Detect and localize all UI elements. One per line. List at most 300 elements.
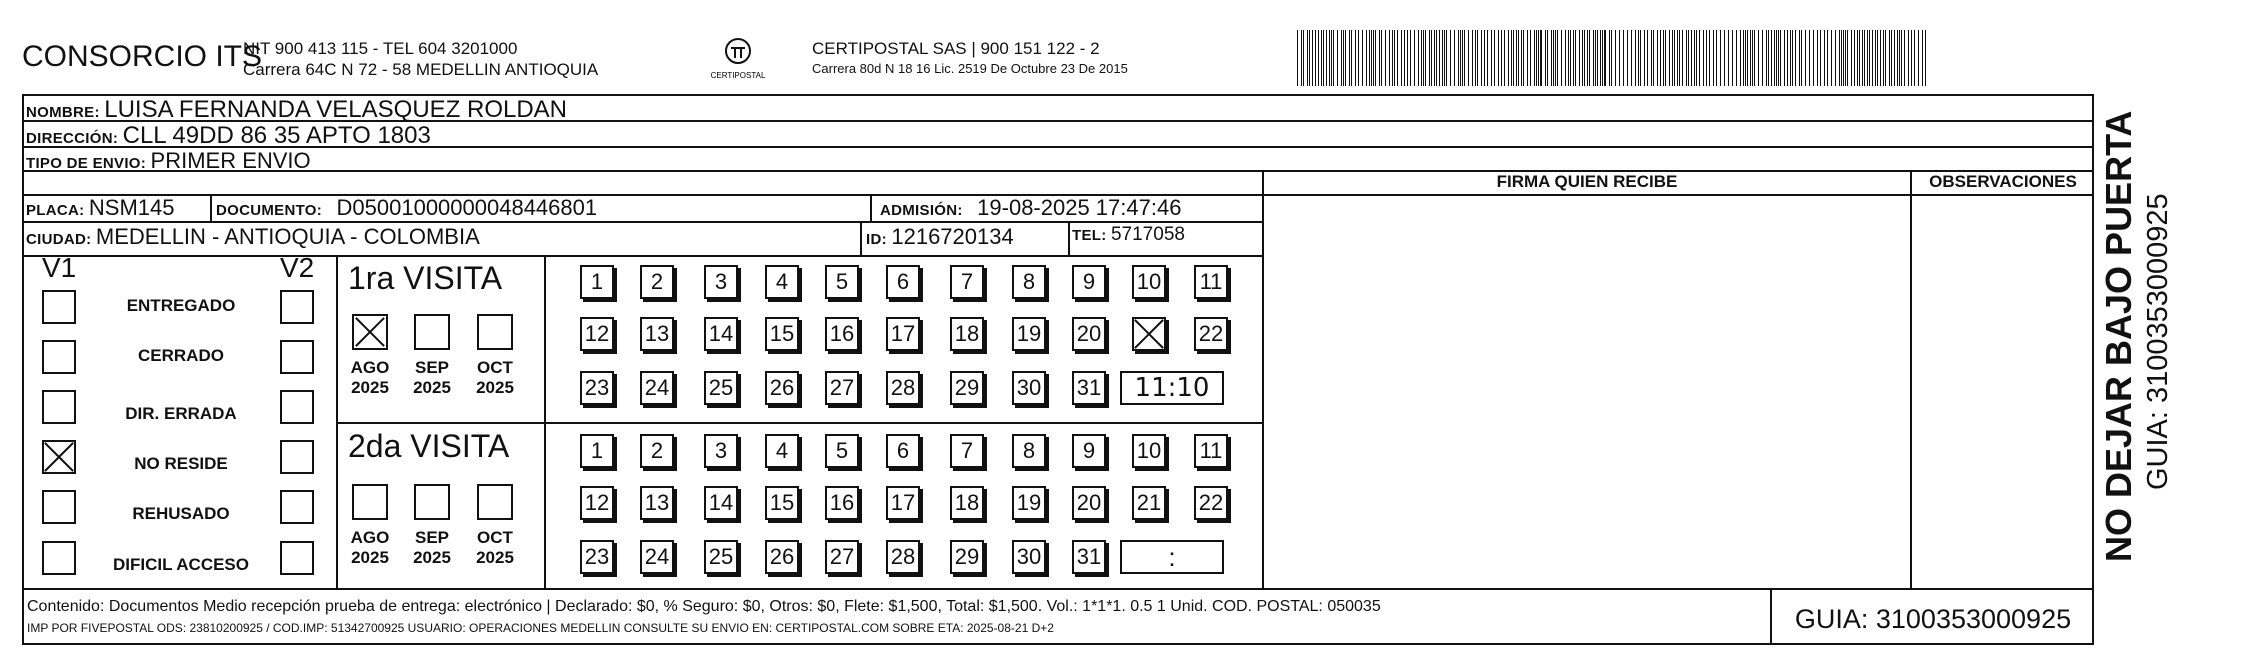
- visit1-day-24[interactable]: 24: [640, 371, 674, 405]
- visit2-day-18[interactable]: 18: [950, 486, 984, 520]
- barcode-bar: [1845, 30, 1846, 86]
- barcode-bar: [1521, 30, 1522, 86]
- tel-label: TEL:: [1072, 227, 1107, 244]
- visit2-day-24[interactable]: 24: [640, 540, 674, 574]
- barcode-bar: [1379, 30, 1380, 86]
- barcode-bar: [1518, 30, 1519, 86]
- v2-checkbox[interactable]: [280, 490, 314, 524]
- visit2-day-8[interactable]: 8: [1012, 434, 1046, 468]
- barcode-bar: [1813, 30, 1814, 86]
- visit2-day-28[interactable]: 28: [886, 540, 920, 574]
- v2-checkbox[interactable]: [280, 340, 314, 374]
- visit2-day-25[interactable]: 25: [704, 540, 738, 574]
- visit2-day-3[interactable]: 3: [704, 434, 738, 468]
- barcode-bar: [1859, 30, 1860, 86]
- barcode-bar: [1835, 30, 1836, 86]
- barcode-bar: [1631, 30, 1632, 86]
- visit1-day-25[interactable]: 25: [704, 371, 738, 405]
- visit1-day-3[interactable]: 3: [704, 265, 738, 299]
- company-name: CONSORCIO ITS: [22, 40, 263, 73]
- barcode-bar: [1672, 30, 1673, 86]
- barcode-bar: [1679, 30, 1680, 86]
- barcode-bar: [1889, 30, 1890, 86]
- barcode-bar: [1536, 30, 1537, 86]
- tipo-envio-value: PRIMER ENVIO: [150, 148, 311, 173]
- visit2-day-17[interactable]: 17: [886, 486, 920, 520]
- barcode-bar: [1647, 30, 1648, 86]
- visit2-day-31[interactable]: 31: [1072, 540, 1106, 574]
- barcode-bar: [1724, 30, 1725, 86]
- barcode-bar: [1713, 30, 1714, 86]
- visit2-day-6[interactable]: 6: [886, 434, 920, 468]
- footer-divider: [22, 588, 2094, 590]
- barcode-bar: [1635, 30, 1636, 86]
- visit1-day-26[interactable]: 26: [765, 371, 799, 405]
- visit2-day-9[interactable]: 9: [1072, 434, 1106, 468]
- barcode-bar: [1914, 30, 1915, 86]
- visit1-day-14[interactable]: 14: [704, 317, 738, 351]
- barcode-bar: [1582, 30, 1583, 86]
- visit2-month-label: [408, 528, 456, 568]
- visit2-day-14[interactable]: 14: [704, 486, 738, 520]
- visit2-day-20[interactable]: 20: [1072, 486, 1106, 520]
- barcode-bar: [1911, 30, 1912, 86]
- v2-checkbox[interactable]: [280, 541, 314, 575]
- barcode-bar: [1570, 30, 1571, 86]
- barcode-bar: [1557, 30, 1558, 86]
- visit1-day-16[interactable]: 16: [825, 317, 859, 351]
- barcode-bar: [1553, 30, 1554, 86]
- visit1-day-22[interactable]: 22: [1194, 317, 1228, 351]
- barcode-bar: [1326, 30, 1327, 86]
- visit2-month-name: SEP: [414, 528, 450, 547]
- barcode-bar: [1555, 30, 1556, 86]
- visit2-day-21[interactable]: 21: [1132, 486, 1166, 520]
- barcode-bar: [1604, 30, 1606, 86]
- id-label: ID:: [866, 231, 887, 248]
- barcode-bar: [1799, 30, 1800, 86]
- visit1-day-5[interactable]: 5: [825, 265, 859, 299]
- barcode-bar: [1754, 30, 1755, 86]
- barcode-bar: [1925, 30, 1926, 86]
- barcode-bar: [1784, 30, 1785, 86]
- barcode-bar: [1864, 30, 1865, 86]
- barcode-bar: [1579, 30, 1580, 86]
- visit2-day-30[interactable]: 30: [1012, 540, 1046, 574]
- visit1-day-10[interactable]: 10: [1132, 265, 1166, 299]
- barcode-bar: [1894, 30, 1895, 86]
- barcode-bar: [1475, 30, 1476, 86]
- visit2-day-19[interactable]: 19: [1012, 486, 1046, 520]
- barcode-bar: [1899, 30, 1900, 86]
- nombre-value: LUISA FERNANDA VELASQUEZ ROLDAN: [104, 96, 568, 123]
- logo-text: CERTIPOSTAL: [710, 71, 766, 80]
- v2-header: V2: [280, 252, 315, 283]
- barcode-bar: [1498, 30, 1499, 86]
- barcode-bar: [1425, 30, 1426, 86]
- barcode-bar: [1872, 30, 1873, 86]
- direccion-row: [26, 122, 431, 150]
- visit1-day-2[interactable]: 2: [640, 265, 674, 299]
- barcode-bar: [1337, 30, 1338, 86]
- side-warning: NO DEJAR BAJO PUERTA: [2098, 110, 2139, 562]
- row-divider: [22, 221, 1262, 223]
- visit2-day-23[interactable]: 23: [580, 540, 614, 574]
- visit2-month-name: AGO: [350, 528, 390, 547]
- visit2-day-5[interactable]: 5: [825, 434, 859, 468]
- barcode-bar: [1516, 30, 1517, 86]
- admision-value: 19-08-2025 17:47:46: [977, 195, 1182, 220]
- column-divider: [1068, 221, 1070, 255]
- barcode-bar: [1790, 30, 1791, 86]
- barcode-bar: [1776, 30, 1777, 86]
- barcode-bar: [1740, 30, 1741, 86]
- column-divider: [860, 221, 862, 255]
- visit2-month-label: [471, 528, 519, 568]
- visit1-day-21[interactable]: [1132, 317, 1166, 351]
- visit1-day-4[interactable]: 4: [765, 265, 799, 299]
- v1-checkbox[interactable]: [42, 440, 76, 474]
- barcode-bar: [1329, 30, 1330, 86]
- v1-checkbox[interactable]: [42, 340, 76, 374]
- visit1-day-12[interactable]: 12: [580, 317, 614, 351]
- barcode-bar: [1468, 30, 1469, 86]
- documento-label: DOCUMENTO:: [216, 202, 323, 219]
- barcode-bar: [1351, 30, 1352, 86]
- barcode-bar: [1575, 30, 1576, 86]
- barcode-bar: [1589, 30, 1590, 86]
- barcode-bar: [1897, 30, 1898, 86]
- barcode-bar: [1450, 30, 1451, 86]
- barcode-bar: [1891, 30, 1892, 86]
- barcode-bar: [1805, 30, 1806, 86]
- placa-value: NSM145: [88, 195, 175, 220]
- barcode-bar: [1651, 30, 1652, 86]
- barcode-bar: [1568, 30, 1569, 86]
- barcode-bar: [1358, 30, 1359, 86]
- placa-label: PLACA:: [26, 202, 85, 219]
- visit1-day-30[interactable]: 30: [1012, 371, 1046, 405]
- placa-field: [26, 195, 175, 221]
- visit2-day-12[interactable]: 12: [580, 486, 614, 520]
- barcode-bar: [1720, 30, 1721, 86]
- v1-header: V1: [42, 252, 77, 283]
- visit1-day-9[interactable]: 9: [1072, 265, 1106, 299]
- id-value: 1216720134: [891, 224, 1014, 249]
- barcode-bar: [1407, 30, 1408, 86]
- barcode-bar: [1431, 30, 1432, 86]
- visit2-day-1[interactable]: 1: [580, 434, 614, 468]
- barcode-bar: [1331, 30, 1332, 86]
- visit1-day-8[interactable]: 8: [1012, 265, 1046, 299]
- barcode-bar: [1501, 30, 1502, 86]
- visit1-month-checkbox[interactable]: [352, 314, 388, 350]
- barcode-bar: [1454, 30, 1455, 86]
- visit2-month-checkbox[interactable]: [477, 484, 513, 520]
- visit1-day-27[interactable]: 27: [825, 371, 859, 405]
- visit2-day-2[interactable]: 2: [640, 434, 674, 468]
- admision-field: [880, 195, 1181, 221]
- visit2-day-29[interactable]: 29: [950, 540, 984, 574]
- observaciones-header: OBSERVACIONES: [1929, 172, 2077, 191]
- barcode-bar: [1444, 30, 1445, 86]
- certipostal-line: CERTIPOSTAL SAS | 900 151 122 - 2: [812, 39, 1100, 58]
- barcode-bar: [1434, 30, 1435, 86]
- side-guia: GUIA: 3100353000925: [2142, 193, 2174, 490]
- visit2-day-11[interactable]: 11: [1194, 434, 1228, 468]
- barcode-bar: [1699, 30, 1700, 86]
- visit1-day-23[interactable]: 23: [580, 371, 614, 405]
- visit1-month-checkbox[interactable]: [477, 314, 513, 350]
- barcode-bar: [1385, 30, 1386, 86]
- visit1-day-15[interactable]: 15: [765, 317, 799, 351]
- barcode-bar: [1321, 30, 1322, 86]
- status-label-no-reside: NO RESIDE: [134, 454, 228, 473]
- ciudad-label: CIUDAD:: [26, 231, 92, 248]
- status-label-rehusado: REHUSADO: [132, 504, 230, 523]
- barcode-bar: [1623, 30, 1624, 86]
- v2-checkbox[interactable]: [280, 290, 314, 324]
- visit1-month-year: 2025: [351, 378, 389, 397]
- visit1-day-1[interactable]: 1: [580, 265, 614, 299]
- barcode-bar: [1857, 30, 1858, 86]
- barcode-bar: [1609, 30, 1610, 86]
- barcode-bar: [1481, 30, 1482, 86]
- documento-value: D05001000000048446801: [336, 195, 598, 220]
- barcode-bar: [1565, 30, 1566, 86]
- column-divider: [544, 255, 546, 588]
- certipostal-logo: [708, 34, 768, 84]
- barcode-bar: [1315, 30, 1316, 86]
- visit1-day-13[interactable]: 13: [640, 317, 674, 351]
- documento-field: [216, 195, 597, 221]
- barcode-bar: [1442, 30, 1443, 86]
- barcode-bar: [1410, 30, 1411, 86]
- barcode-bar: [1809, 30, 1810, 86]
- barcode-bar: [1674, 30, 1675, 86]
- barcode-bar: [1462, 30, 1463, 86]
- barcode-bar: [1716, 30, 1717, 86]
- barcode-bar: [1373, 30, 1374, 86]
- barcode-bar: [1778, 30, 1779, 86]
- signature-area[interactable]: [1264, 196, 1910, 588]
- barcode-bar: [1534, 30, 1535, 86]
- firma-header: FIRMA QUIEN RECIBE: [1496, 172, 1678, 191]
- v2-checkbox[interactable]: [280, 390, 314, 424]
- barcode-bar: [1333, 30, 1334, 86]
- barcode-bar: [1615, 30, 1616, 86]
- barcode-bar: [1644, 30, 1645, 86]
- visit2-month-checkbox[interactable]: [352, 484, 388, 520]
- visit2-time[interactable]: :: [1120, 540, 1224, 574]
- barcode-bar: [1686, 30, 1687, 86]
- barcode-bar: [1827, 30, 1828, 86]
- visit1-month-label: [346, 358, 394, 398]
- barcode-bar: [1530, 30, 1531, 86]
- barcode-bar: [1904, 30, 1905, 86]
- visit2-month-year: 2025: [351, 548, 389, 567]
- observations-area[interactable]: [1912, 196, 2094, 588]
- v1-checkbox[interactable]: [42, 290, 76, 324]
- barcode-bar: [1854, 30, 1855, 86]
- direccion-value: CLL 49DD 86 35 APTO 1803: [122, 122, 431, 149]
- barcode-bar: [1392, 30, 1393, 86]
- barcode-bar: [1421, 30, 1422, 86]
- barcode-bar: [1593, 30, 1594, 86]
- barcode-bar: [1389, 30, 1390, 86]
- barcode-bar: [1343, 30, 1344, 86]
- barcode-bar: [1584, 30, 1585, 86]
- barcode-bar: [1774, 30, 1775, 86]
- barcode-bar: [1303, 30, 1304, 86]
- barcode-bar: [1487, 30, 1488, 86]
- barcode-bar: [1540, 30, 1542, 86]
- footer-content-line: Contenido: Documentos Medio recepción prueba de entrega: electrónico | Declarado: $0, % Seguro: $0, Otros: $0, Flete: $1,500, Total: $1,500. Vol.: 1*1*1. 0.5 1 Unid. COD. POSTAL: 050035: [27, 598, 1381, 615]
- visit1-day-20[interactable]: 20: [1072, 317, 1106, 351]
- direccion-label: DIRECCIÓN:: [26, 130, 119, 147]
- visit1-title: 1ra VISITA: [348, 260, 503, 296]
- barcode-bar: [1573, 30, 1574, 86]
- barcode-bar: [1472, 30, 1473, 86]
- visit2-day-4[interactable]: 4: [765, 434, 799, 468]
- visit2-day-7[interactable]: 7: [950, 434, 984, 468]
- barcode-bar: [1309, 30, 1310, 86]
- barcode-bar: [1752, 30, 1753, 86]
- barcode: [1297, 30, 1933, 86]
- barcode-bar: [1771, 30, 1772, 86]
- barcode-bar: [1875, 30, 1876, 86]
- barcode-bar: [1883, 30, 1884, 86]
- barcode-bar: [1375, 30, 1376, 86]
- barcode-bar: [1307, 30, 1308, 86]
- barcode-bar: [1885, 30, 1886, 86]
- barcode-bar: [1397, 30, 1398, 86]
- v1-checkbox[interactable]: [42, 541, 76, 575]
- visit2-month-name: OCT: [477, 528, 513, 547]
- id-field: [866, 224, 1014, 250]
- visit1-day-11[interactable]: 11: [1194, 265, 1228, 299]
- visit-divider: [336, 422, 1262, 424]
- barcode-bar: [1349, 30, 1350, 86]
- barcode-bar: [1841, 30, 1842, 86]
- admision-label: ADMISIÓN:: [880, 202, 963, 219]
- visit2-day-10[interactable]: 10: [1132, 434, 1166, 468]
- visit2-day-27[interactable]: 27: [825, 540, 859, 574]
- barcode-bar: [1743, 30, 1744, 86]
- barcode-graphic: [1297, 30, 1933, 86]
- barcode-bar: [1918, 30, 1919, 86]
- status-label-entregado: ENTREGADO: [126, 296, 236, 315]
- barcode-bar: [1513, 30, 1514, 86]
- visit1-month-name: OCT: [477, 358, 513, 377]
- visit1-time[interactable]: 11:10: [1120, 371, 1224, 405]
- barcode-bar: [1369, 30, 1370, 86]
- barcode-bar: [1595, 30, 1596, 86]
- barcode-bar: [1869, 30, 1870, 86]
- visit1-day-18[interactable]: 18: [950, 317, 984, 351]
- tel-field: [1072, 224, 1185, 246]
- visit1-day-17[interactable]: 17: [886, 317, 920, 351]
- v1-checkbox[interactable]: [42, 490, 76, 524]
- barcode-bar: [1611, 30, 1612, 86]
- barcode-bar: [1429, 30, 1430, 86]
- barcode-bar: [1839, 30, 1840, 86]
- barcode-bar: [1547, 30, 1548, 86]
- barcode-bar: [1523, 30, 1524, 86]
- barcode-bar: [1801, 30, 1802, 86]
- barcode-bar: [1640, 30, 1641, 86]
- visit1-month-year: 2025: [476, 378, 514, 397]
- visit1-month-name: SEP: [414, 358, 450, 377]
- visit1-day-6[interactable]: 6: [886, 265, 920, 299]
- barcode-bar: [1762, 30, 1763, 86]
- barcode-bar: [1587, 30, 1588, 86]
- v2-checkbox[interactable]: [280, 440, 314, 474]
- visit2-month-checkbox[interactable]: [414, 484, 450, 520]
- barcode-bar: [1843, 30, 1844, 86]
- visit1-day-19[interactable]: 19: [1012, 317, 1046, 351]
- barcode-bar: [1418, 30, 1419, 86]
- barcode-bar: [1653, 30, 1654, 86]
- visit1-day-7[interactable]: 7: [950, 265, 984, 299]
- barcode-bar: [1458, 30, 1459, 86]
- certipostal-seal-icon: [708, 34, 768, 84]
- visit1-month-checkbox[interactable]: [414, 314, 450, 350]
- barcode-bar: [1600, 30, 1601, 86]
- barcode-bar: [1366, 30, 1367, 86]
- barcode-bar: [1787, 30, 1788, 86]
- barcode-bar: [1436, 30, 1437, 86]
- barcode-bar: [1745, 30, 1746, 86]
- barcode-bar: [1696, 30, 1697, 86]
- status-label-dir-errada: DIR. ERRADA: [125, 404, 237, 423]
- barcode-bar: [1703, 30, 1704, 86]
- visit2-month-year: 2025: [476, 548, 514, 567]
- visit1-day-31[interactable]: 31: [1072, 371, 1106, 405]
- barcode-bar: [1677, 30, 1678, 86]
- barcode-bar: [1538, 30, 1539, 86]
- barcode-bar: [1660, 30, 1661, 86]
- barcode-bar: [1504, 30, 1505, 86]
- barcode-bar: [1355, 30, 1356, 86]
- visit2-day-15[interactable]: 15: [765, 486, 799, 520]
- barcode-bar: [1345, 30, 1346, 86]
- certipostal-info: [812, 38, 1128, 76]
- visit2-day-22[interactable]: 22: [1194, 486, 1228, 520]
- barcode-bar: [1312, 30, 1313, 86]
- barcode-bar: [1758, 30, 1759, 86]
- visit1-day-29[interactable]: 29: [950, 371, 984, 405]
- row-divider: [22, 255, 1262, 257]
- visit2-month-label: [346, 528, 394, 568]
- barcode-bar: [1669, 30, 1670, 86]
- barcode-bar: [1627, 30, 1628, 86]
- barcode-bar: [1867, 30, 1868, 86]
- visit2-month-year: 2025: [413, 548, 451, 567]
- barcode-bar: [1602, 30, 1603, 86]
- tipo-envio-row: [26, 148, 311, 174]
- barcode-bar: [1423, 30, 1424, 86]
- visit2-day-16[interactable]: 16: [825, 486, 859, 520]
- v1-checkbox[interactable]: [42, 390, 76, 424]
- visit2-day-26[interactable]: 26: [765, 540, 799, 574]
- barcode-bar: [1665, 30, 1666, 86]
- nombre-label: NOMBRE:: [26, 104, 100, 121]
- visit1-month-label: [471, 358, 519, 398]
- barcode-bar: [1922, 30, 1923, 86]
- visit1-day-28[interactable]: 28: [886, 371, 920, 405]
- visit2-day-13[interactable]: 13: [640, 486, 674, 520]
